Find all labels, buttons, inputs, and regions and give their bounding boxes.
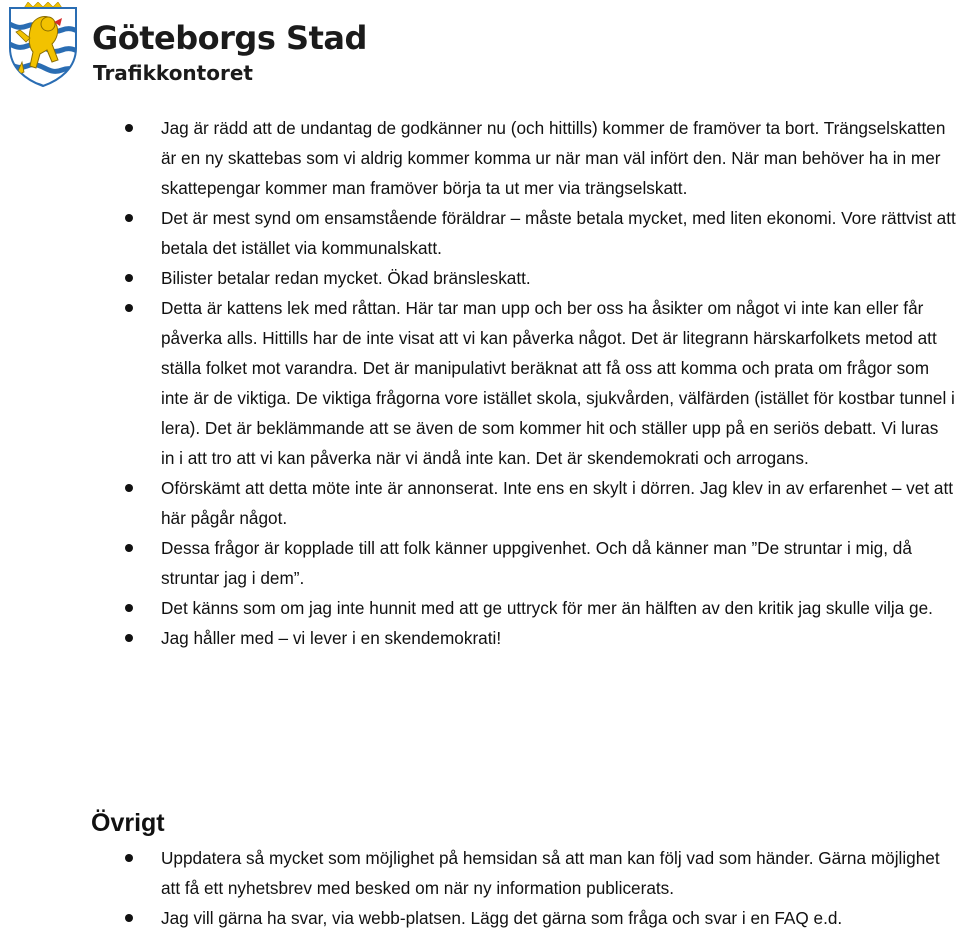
bullet-icon [125, 124, 133, 132]
list-item-text: Detta är kattens lek med råttan. Här tar man upp och ber oss ha åsikter om något vi inte kan eller får påverka alls. Hittills har de inte visat att vi kan påverka något. Det är litegrann härskarfolkets metod att ställa folket mot varandra. Det är manipulativt beräknat att få oss att komma och prata om frågor som inte är de viktiga. De viktiga frågorna vore istället skola, sjukvården, välfärden (istället för kostbar tunnel i lera). Det är beklämmande att se även de som kommer hit och ställer upp på en seriös debatt. Vi luras in i att tro att vi kan påverka när vi ändå inte kan. Det är skendemokrati och arrogans. [161, 298, 955, 468]
bullet-icon [125, 634, 133, 642]
bullet-icon [125, 604, 133, 612]
list-item [0, 843, 960, 903]
list-item-text: Oförskämt att detta möte inte är annonserat. Inte ens en skylt i dörren. Jag klev in av erfarenhet – vet att här pågår något. [161, 478, 953, 528]
list-item [0, 203, 960, 263]
bullet-icon [125, 304, 133, 312]
comment-list [0, 113, 960, 653]
list-item [0, 903, 960, 933]
bullet-icon [125, 214, 133, 222]
list-item [0, 533, 960, 593]
list-item-text: Det känns som om jag inte hunnit med att ge uttryck för mer än hälften av den kritik jag skulle vilja ge. [161, 598, 933, 618]
list-item [0, 263, 960, 293]
ovrigt-list [0, 843, 960, 933]
bullet-icon [125, 854, 133, 862]
department-name: Trafikkontoret [93, 61, 253, 85]
org-name: Göteborgs Stad [92, 19, 367, 57]
list-item [0, 593, 960, 623]
list-item-text: Uppdatera så mycket som möjlighet på hemsidan så att man kan följ vad som händer. Gärna möjlighet att få ett nyhetsbrev med besked om när ny information publicerats. [161, 848, 940, 898]
list-item-text: Bilister betalar redan mycket. Ökad bränsleskatt. [161, 268, 531, 288]
bullet-icon [125, 274, 133, 282]
bullet-icon [125, 914, 133, 922]
list-item-text: Jag håller med – vi lever i en skendemokrati! [161, 628, 502, 648]
list-item [0, 113, 960, 203]
goteborg-lion-crest-icon [2, 2, 84, 88]
list-item-text: Jag är rädd att de undantag de godkänner nu (och hittills) kommer de framöver ta bort. Trängselskatten är en ny skattebas som vi aldrig kommer komma ur när man väl infört den. När man behöver ha in mer skattepengar kommer man framöver börja ta ut mer via trängselskatt. [161, 118, 946, 198]
list-item [0, 623, 960, 653]
section-heading-ovrigt: Övrigt [91, 809, 165, 837]
list-item [0, 293, 960, 473]
list-item [0, 473, 960, 533]
bullet-icon [125, 484, 133, 492]
bullet-icon [125, 544, 133, 552]
list-item-text: Jag vill gärna ha svar, via webb-platsen. Lägg det gärna som fråga och svar i en FAQ e.d. [161, 908, 843, 928]
list-item-text: Dessa frågor är kopplade till att folk känner uppgivenhet. Och då känner man ”De struntar i mig, då struntar jag i dem”. [161, 538, 912, 588]
page-header [0, 0, 367, 92]
list-item-text: Det är mest synd om ensamstående föräldrar – måste betala mycket, med liten ekonomi. Vore rättvist att betala det istället via kommunalskatt. [161, 208, 956, 258]
